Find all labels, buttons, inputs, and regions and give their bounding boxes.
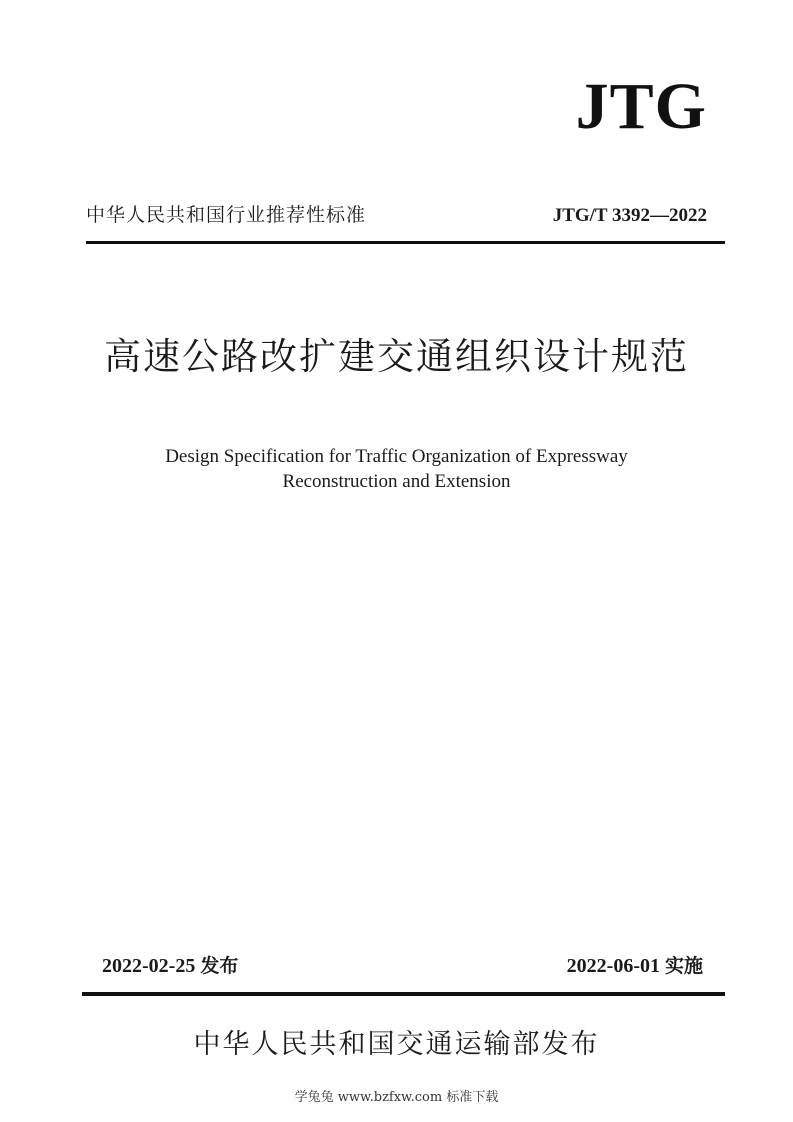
effective-date-block (567, 953, 703, 979)
header-divider (86, 241, 725, 244)
footer-divider (82, 992, 725, 996)
publisher: 中华人民共和国交通运输部发布 (193, 1029, 600, 1060)
english-title-line-1: Design Specification for Traffic Organization of Expressway (165, 446, 628, 467)
footer-watermark: 学兔兔 www.bzfxw.com 标准下载 (294, 1090, 499, 1105)
jtg-logo: JTG (575, 70, 707, 143)
document-title-english (0, 444, 793, 494)
issue-date-block (102, 953, 238, 979)
standard-category: 中华人民共和国行业推荐性标准 (86, 204, 367, 226)
effective-label: 实施 (664, 955, 703, 977)
issue-date: 2022-02-25 (102, 955, 196, 977)
english-title-line-2: Reconstruction and Extension (282, 471, 511, 492)
document-title-chinese: 高速公路改扩建交通组织设计规范 (104, 335, 689, 378)
issue-label: 发布 (200, 955, 239, 977)
standard-code: JTG/T 3392—2022 (552, 205, 707, 226)
effective-date: 2022-06-01 (566, 955, 660, 977)
